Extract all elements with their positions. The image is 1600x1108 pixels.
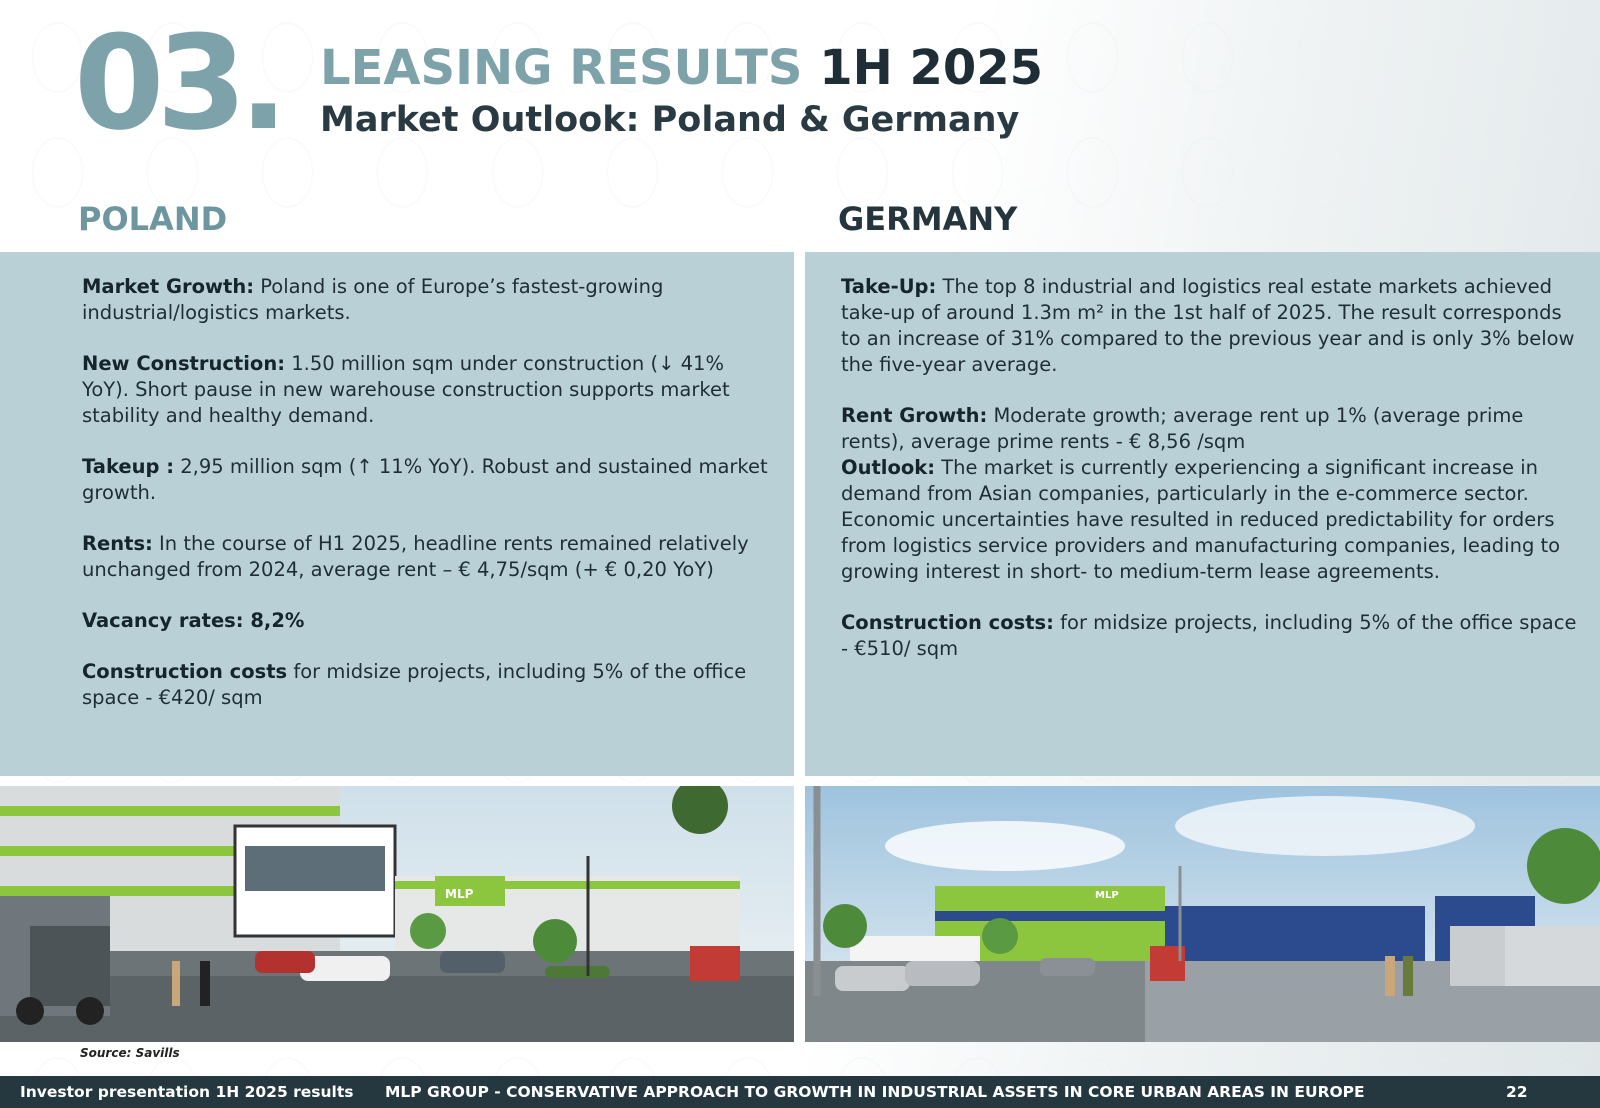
- para-text: Poland is one of Europe’s fastest-growing industrial/logistics markets.: [82, 275, 664, 324]
- poland-heading: POLAND: [78, 200, 228, 238]
- para-label: New Construction:: [82, 352, 286, 375]
- germany-paragraph-rent: [841, 403, 1580, 455]
- page-title: [320, 40, 1044, 96]
- footer-middle-text: MLP GROUP - CONSERVATIVE APPROACH TO GROWTH IN INDUSTRIAL ASSETS IN CORE URBAN AREAS IN EUROPE: [385, 1083, 1365, 1101]
- germany-warehouse-illustration: [805, 786, 1600, 1042]
- poland-paragraph: [82, 274, 774, 326]
- germany-warehouse-photo: [805, 786, 1600, 1042]
- para-label: Takeup :: [82, 455, 175, 478]
- poland-paragraph: [82, 608, 774, 634]
- para-label: Outlook:: [841, 456, 936, 479]
- para-text: The market is currently experiencing a significant increase in demand from Asian companies, particularly in the e-commerce sector. Economic uncertainties have resulted in reduced predictability for orders from logistics service providers and manufacturing companies, leading to growing interest in short- to medium-term lease agreements.: [841, 456, 1561, 583]
- section-number: 03.: [74, 7, 281, 159]
- germany-paragraph-outlook: [841, 455, 1580, 585]
- page-subtitle: Market Outlook: Poland & Germany: [320, 100, 1020, 140]
- poland-warehouse-illustration: [0, 786, 794, 1042]
- poland-warehouse-photo: [0, 786, 794, 1042]
- para-text: In the course of H1 2025, headline rents remained relatively unchanged from 2024, average rent – € 4,75/sqm (+ € 0,20 YoY): [82, 532, 749, 581]
- para-label: Rent Growth:: [841, 404, 988, 427]
- germany-heading: GERMANY: [838, 200, 1018, 238]
- para-text: for midsize projects, including 5% of the office space - €510/ sqm: [841, 611, 1577, 660]
- title-part2: 1H 2025: [819, 40, 1044, 96]
- para-label: Construction costs:: [841, 611, 1054, 634]
- poland-paragraph: [82, 351, 774, 429]
- poland-panel: [0, 252, 794, 776]
- para-text: 1.50 million sqm under construction (↓ 41% YoY). Short pause in new warehouse construction supports market stability and healthy demand.: [82, 352, 730, 427]
- footer-left-text: Investor presentation 1H 2025 results: [20, 1083, 354, 1101]
- germany-panel: [805, 252, 1600, 776]
- para-label: Rents:: [82, 532, 153, 555]
- para-label: Take-Up:: [841, 275, 937, 298]
- para-text: Moderate growth; average rent up 1% (average prime rents), average prime rents - € 8,56 /sqm: [841, 404, 1524, 453]
- source-note: Source: Savills: [80, 1046, 180, 1060]
- poland-mlp-sign: MLP: [445, 887, 474, 901]
- para-text: 2,95 million sqm (↑ 11% YoY). Robust and sustained market growth.: [82, 455, 768, 504]
- poland-paragraph: [82, 659, 774, 711]
- germany-paragraph-costs: [841, 610, 1580, 662]
- footer-bar: [0, 1076, 1600, 1108]
- page-number: 22: [1506, 1083, 1528, 1101]
- title-part1: LEASING RESULTS: [320, 40, 803, 96]
- germany-mlp-sign: MLP: [1095, 890, 1119, 901]
- para-label: Vacancy rates: 8,2%: [82, 609, 305, 632]
- para-text: for midsize projects, including 5% of the office space - €420/ sqm: [82, 660, 747, 709]
- poland-paragraph: [82, 454, 774, 506]
- para-label: Market Growth:: [82, 275, 254, 298]
- para-label: Construction costs: [82, 660, 288, 683]
- germany-paragraph-takeup: [841, 274, 1580, 378]
- para-text: The top 8 industrial and logistics real estate markets achieved take-up of around 1.3m m² in the 1st half of 2025. The result corresponds to an increase of 31% compared to the previous year and is only 3% below the five-year average.: [841, 275, 1575, 376]
- title-block: [320, 40, 1044, 140]
- poland-paragraph: [82, 531, 774, 583]
